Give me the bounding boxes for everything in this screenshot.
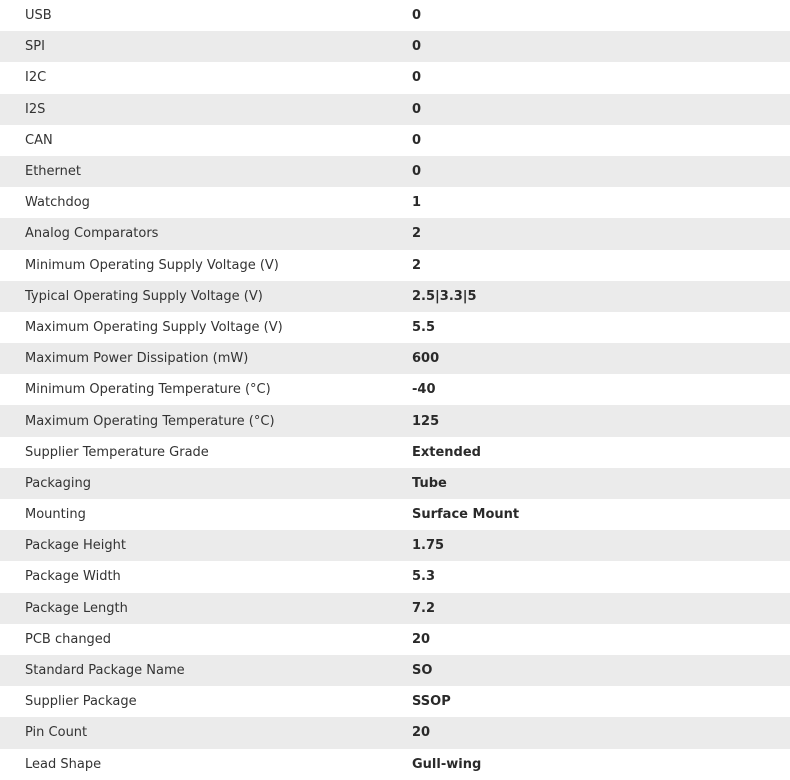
spec-value: 600 [412, 351, 440, 367]
spec-row [0, 561, 790, 592]
spec-value: Extended [412, 444, 481, 460]
spec-label: Lead Shape [25, 756, 102, 772]
spec-label: Supplier Package [25, 694, 137, 710]
spec-row [0, 31, 790, 62]
spec-label: Typical Operating Supply Voltage (V) [25, 288, 263, 304]
spec-label: Maximum Operating Supply Voltage (V) [25, 319, 283, 335]
spec-label: Watchdog [25, 195, 90, 211]
spec-label: I2C [25, 70, 47, 86]
spec-label: Pin Count [25, 725, 88, 741]
spec-value: 0 [412, 39, 422, 55]
spec-label: Analog Comparators [25, 226, 159, 242]
spec-row [0, 624, 790, 655]
spec-value: 5.5 [412, 319, 436, 335]
spec-value: -40 [412, 382, 436, 398]
spec-row [0, 686, 790, 717]
spec-label: Ethernet [25, 164, 81, 180]
spec-value: Tube [412, 475, 447, 491]
spec-row [0, 749, 790, 780]
spec-value: 2.5|3.3|5 [412, 288, 477, 304]
spec-row [0, 156, 790, 187]
spec-label: Mounting [25, 507, 86, 523]
spec-value: 1.75 [412, 538, 445, 554]
spec-value: 0 [412, 132, 422, 148]
spec-label: CAN [25, 132, 53, 148]
spec-row [0, 655, 790, 686]
spec-row [0, 405, 790, 436]
spec-row [0, 593, 790, 624]
spec-label: USB [25, 8, 52, 24]
spec-value: 0 [412, 164, 422, 180]
spec-row [0, 0, 790, 31]
spec-label: Supplier Temperature Grade [25, 444, 209, 460]
spec-row [0, 312, 790, 343]
spec-row [0, 437, 790, 468]
spec-label: Package Height [25, 538, 126, 554]
spec-value: 125 [412, 413, 440, 429]
spec-row [0, 717, 790, 748]
spec-label: Package Width [25, 569, 121, 585]
spec-row [0, 499, 790, 530]
spec-label: Maximum Operating Temperature (°C) [25, 413, 275, 429]
spec-value: 0 [412, 101, 422, 117]
spec-value: 2 [412, 226, 422, 242]
spec-row [0, 250, 790, 281]
spec-value: SSOP [412, 694, 451, 710]
spec-row [0, 530, 790, 561]
spec-value: Gull-wing [412, 756, 482, 772]
spec-label: Minimum Operating Supply Voltage (V) [25, 257, 279, 273]
spec-value: 0 [412, 70, 422, 86]
spec-value: 7.2 [412, 600, 436, 616]
spec-row [0, 374, 790, 405]
spec-value: SO [412, 663, 433, 679]
spec-row [0, 187, 790, 218]
spec-label: Packaging [25, 475, 91, 491]
spec-label: I2S [25, 101, 46, 117]
spec-value: 20 [412, 725, 431, 741]
spec-row [0, 281, 790, 312]
spec-label: Package Length [25, 600, 128, 616]
spec-value: Surface Mount [412, 507, 520, 523]
spec-row [0, 468, 790, 499]
spec-value: 1 [412, 195, 422, 211]
spec-value: 2 [412, 257, 422, 273]
spec-label: Standard Package Name [25, 663, 185, 679]
spec-value: 5.3 [412, 569, 436, 585]
spec-row [0, 343, 790, 374]
spec-row [0, 125, 790, 156]
spec-row [0, 94, 790, 125]
spec-value: 20 [412, 631, 431, 647]
spec-label: Minimum Operating Temperature (°C) [25, 382, 271, 398]
spec-label: Maximum Power Dissipation (mW) [25, 351, 249, 367]
spec-row [0, 218, 790, 249]
spec-label: SPI [25, 39, 45, 55]
spec-row [0, 62, 790, 93]
spec-value: 0 [412, 8, 422, 24]
spec-label: PCB changed [25, 631, 112, 647]
